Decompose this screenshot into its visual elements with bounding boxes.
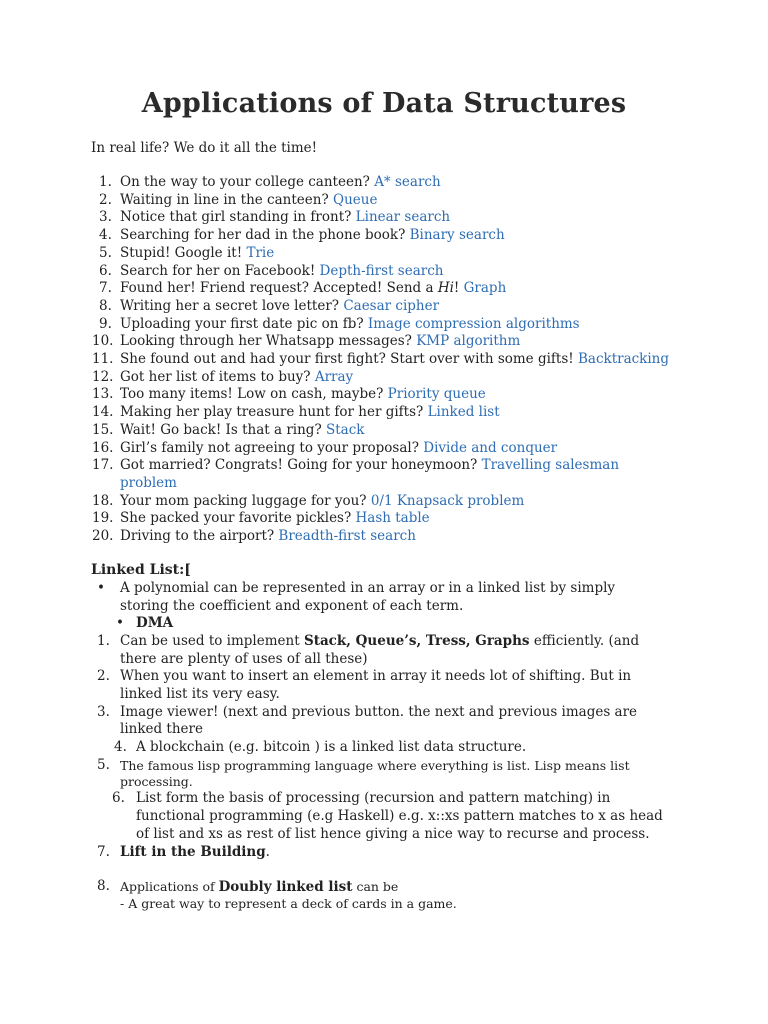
item-7-line-1: Lift in the Building.	[120, 844, 270, 860]
example-text: Found her! Friend request? Accepted! Send a	[120, 280, 438, 297]
item-3-number: 3.	[97, 704, 110, 720]
example-number: 3.	[99, 209, 112, 226]
example-item	[120, 298, 439, 315]
example-text: On the way to your college canteen?	[120, 174, 375, 190]
item-4-line-1: A blockchain (e.g. bitcoin ) is a linked list data structure.	[136, 739, 527, 755]
bullet-dot: •	[116, 615, 124, 631]
example-item	[120, 174, 441, 191]
example-number: 6.	[99, 262, 112, 279]
polynomial-line-1: A polynomial can be represented in an array or in a linked list by simply	[120, 580, 616, 596]
example-item	[120, 493, 524, 510]
example-item	[120, 351, 669, 368]
example-text: Looking through her Whatsapp messages?	[120, 333, 417, 350]
item-5-number: 5.	[97, 757, 110, 773]
example-number: 2.	[99, 191, 112, 208]
example-text-tail: !	[453, 280, 464, 297]
intro-text: In real life? We do it all the time!	[91, 140, 318, 156]
item-5-line-2: processing.	[120, 774, 193, 789]
item-1-line-2: there are plenty of uses of all these)	[120, 651, 368, 667]
example-item	[120, 245, 274, 262]
example-number: 18.	[92, 492, 114, 509]
item-6-number: 6.	[112, 790, 125, 806]
example-link[interactable]: Caesar cipher	[343, 297, 440, 314]
example-text: Wait! Go back! Is that a ring?	[120, 421, 326, 438]
example-text: Search for her on Facebook!	[120, 262, 320, 279]
example-number: 17.	[92, 457, 114, 474]
item-1-number: 1.	[97, 633, 110, 649]
example-text: Making her play treasure hunt for her gifts?	[120, 404, 428, 421]
example-number: 4.	[99, 227, 112, 244]
item-6-line-2: functional programming (e.g Haskell) e.g. x::xs pattern matches to x as head	[136, 808, 663, 824]
example-item	[120, 333, 520, 350]
example-text: Waiting in line in the canteen?	[120, 191, 333, 208]
example-number: 13.	[92, 386, 114, 403]
example-number: 1.	[99, 174, 112, 190]
example-item	[120, 510, 430, 527]
example-link[interactable]: Linked list	[427, 404, 500, 421]
example-link[interactable]: Hash table	[355, 510, 430, 527]
example-number: 20.	[92, 528, 114, 544]
item-3-line-1: Image viewer! (next and previous button. the next and previous images are	[120, 704, 638, 720]
example-item	[120, 227, 505, 244]
item-7-number: 7.	[97, 844, 110, 860]
example-text: Too many items! Low on cash, maybe?	[120, 386, 388, 403]
example-text: Uploading your first date pic on fb?	[120, 315, 368, 332]
example-link[interactable]: Array	[314, 368, 354, 385]
example-text: Your mom packing luggage for you?	[120, 492, 371, 509]
example-item	[120, 192, 377, 209]
item-2-line-1: When you want to insert an element in array it needs lot of shifting. But in	[120, 668, 632, 684]
example-text: Searching for her dad in the phone book?	[120, 227, 410, 244]
example-item	[120, 528, 416, 545]
item-6-line-3: of list and xs as rest of list hence giving a nice way to recurse and process.	[136, 826, 650, 842]
example-link[interactable]: Queue	[333, 191, 378, 208]
example-text: Driving to the airport?	[120, 528, 279, 544]
page-title: Applications of Data Structures	[141, 88, 627, 119]
item-3-line-2: linked there	[120, 721, 203, 737]
example-number: 5.	[99, 244, 112, 261]
example-text: Got her list of items to buy?	[120, 368, 315, 385]
example-link[interactable]: Trie	[246, 244, 275, 261]
example-item	[120, 440, 557, 457]
example-item	[120, 457, 619, 474]
item-8-number: 8.	[97, 878, 110, 894]
bullet-dot: •	[97, 580, 105, 596]
example-link-continuation[interactable]: problem	[120, 474, 177, 491]
example-number: 7.	[99, 280, 112, 297]
example-link[interactable]: 0/1 Knapsack problem	[370, 492, 525, 509]
example-text: Stupid! Google it!	[120, 244, 247, 261]
example-item	[120, 386, 486, 403]
example-item	[120, 209, 450, 226]
example-link[interactable]: Linear search	[355, 209, 451, 226]
item-8-line-2: - A great way to represent a deck of cards in a game.	[120, 896, 457, 911]
example-link[interactable]: Priority queue	[387, 386, 486, 403]
dma-label: DMA	[136, 615, 174, 631]
example-text: She found out and had your first fight? Start over with some gifts!	[120, 351, 578, 367]
example-number: 10.	[92, 333, 114, 350]
example-link[interactable]: Depth-first search	[319, 262, 444, 279]
example-text: She packed your favorite pickles?	[120, 510, 356, 527]
item-2-number: 2.	[97, 668, 110, 684]
example-text: Got married? Congrats! Going for your honeymoon?	[120, 457, 482, 474]
example-item	[120, 404, 500, 421]
example-number: 12.	[92, 368, 114, 385]
example-number: 8.	[99, 297, 112, 314]
example-link[interactable]: Divide and conquer	[423, 439, 558, 456]
example-item	[120, 369, 353, 386]
example-link[interactable]: Binary search	[409, 227, 505, 244]
linked-list-heading: Linked List:[	[91, 562, 191, 578]
item-2-line-2: linked list its very easy.	[120, 686, 280, 702]
example-text: Girl’s family not agreeing to your proposal?	[120, 439, 424, 456]
example-number: 9.	[99, 315, 112, 332]
example-link[interactable]: Graph	[463, 280, 507, 297]
example-text: Writing her a secret love letter?	[120, 297, 344, 314]
item-1-line-1: Can be used to implement Stack, Queue’s, Tress, Graphs efficiently. (and	[120, 633, 640, 649]
example-link[interactable]: Backtracking	[577, 351, 670, 367]
example-item	[120, 263, 443, 280]
example-link[interactable]: Stack	[325, 421, 365, 438]
example-italic-text: Hi	[437, 280, 454, 297]
example-link[interactable]: KMP algorithm	[416, 333, 521, 350]
item-8-line-1: Applications of Doubly linked list can be	[120, 879, 399, 895]
example-link[interactable]: Image compression algorithms	[367, 315, 580, 332]
polynomial-line-2: storing the coefficient and exponent of each term.	[120, 598, 464, 614]
item-6-line-1: List form the basis of processing (recursion and pattern matching) in	[136, 790, 611, 806]
example-text: Notice that girl standing in front?	[120, 209, 356, 226]
example-link[interactable]: Breadth-first search	[278, 528, 416, 544]
example-number: 15.	[92, 421, 114, 438]
example-link[interactable]: Travelling salesman	[481, 457, 620, 474]
example-item	[120, 422, 364, 439]
example-number: 11.	[92, 351, 114, 367]
example-number: 19.	[92, 510, 114, 527]
example-number: 16.	[92, 439, 114, 456]
example-number: 14.	[92, 404, 114, 421]
item-5-line-1: The famous lisp programming language where everything is list. Lisp means list	[120, 758, 630, 773]
item-4-number: 4.	[114, 739, 127, 755]
example-item	[120, 280, 506, 297]
example-link[interactable]: A* search	[374, 174, 441, 190]
example-item	[120, 316, 580, 333]
